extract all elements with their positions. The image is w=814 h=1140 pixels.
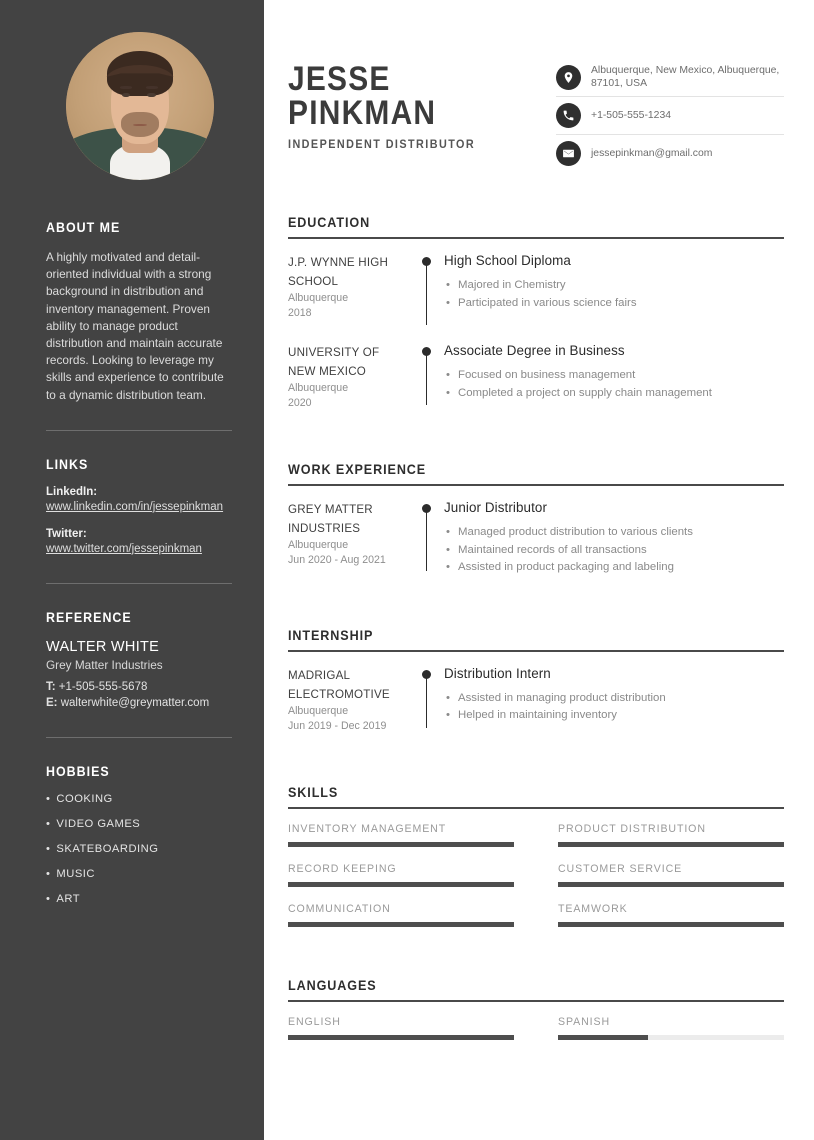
- entry-detail: [444, 666, 784, 734]
- timeline-line: [426, 263, 427, 325]
- about-heading: ABOUT ME: [46, 220, 121, 235]
- contact-address-text: Albuquerque, New Mexico, Albuquerque, 87101, USA: [591, 65, 780, 89]
- entry-dates: Jun 2020 - Aug 2021: [288, 554, 386, 566]
- link-item-twitter: [46, 528, 232, 557]
- entry-dates: 2018: [288, 307, 312, 319]
- education-section: [288, 214, 784, 433]
- entry-bullet: • Assisted in product packaging and labeling: [444, 559, 784, 577]
- link-item-linkedin: [46, 486, 232, 515]
- phone-icon: [556, 103, 581, 128]
- sidebar-divider: [46, 737, 232, 738]
- language-item-fill: [558, 1035, 648, 1040]
- section-rule: [288, 1000, 784, 1002]
- hobby-item: [46, 818, 232, 830]
- contact-phone-text: +1-505-555-1234: [591, 110, 672, 121]
- bullet-dot-icon: •: [46, 792, 51, 805]
- hobby-label: VIDEO GAMES: [56, 817, 141, 830]
- internship-entries: [288, 666, 784, 756]
- hobby-label: SKATEBOARDING: [56, 842, 159, 855]
- entry-meta: [288, 666, 418, 734]
- contact-email: [556, 134, 784, 172]
- hobby-item: [46, 793, 232, 805]
- skill-item: [558, 903, 784, 927]
- hobby-label: MUSIC: [56, 867, 95, 880]
- main-content: [264, 0, 814, 1140]
- about-text: A highly motivated and detail-oriented individual with a strong background in distribution and inventory management. Proven ability to manage product distribution and maintain accurate records. Looking to leverage my skills and experience to contribute to a dynamic distribution team.: [46, 250, 224, 402]
- timeline-line: [426, 676, 427, 728]
- languages-section: [288, 977, 784, 1056]
- internship-section: [288, 627, 784, 756]
- section-rule: [288, 237, 784, 239]
- hobby-label: ART: [56, 892, 81, 905]
- linkedin-url[interactable]: www.linkedin.com/in/jessepinkman: [46, 500, 224, 513]
- skills-section: [288, 784, 784, 943]
- bullet-dot-icon: •: [46, 867, 51, 880]
- location-pin-icon: [556, 65, 581, 90]
- hobbies-section: [46, 764, 232, 905]
- entry-organization: J.P. WYNNE HIGH SCHOOL: [288, 256, 389, 288]
- education-heading: EDUCATION: [288, 214, 371, 230]
- section-rule: [288, 484, 784, 486]
- skill-item: [558, 823, 784, 847]
- bullet-dot-icon: •: [46, 892, 51, 905]
- sidebar: [0, 0, 264, 1140]
- skill-item-fill: [288, 882, 514, 887]
- timeline-entry: [288, 343, 784, 433]
- skill-item-track: [288, 842, 514, 847]
- section-rule: [288, 650, 784, 652]
- skill-item-label: TEAMWORK: [558, 902, 628, 915]
- timeline-marker: [418, 253, 444, 321]
- skill-item-track: [288, 922, 514, 927]
- skill-item-label: INVENTORY MANAGEMENT: [288, 822, 447, 835]
- language-item-label: ENGLISH: [288, 1015, 341, 1028]
- reference-name: WALTER WHITE: [46, 638, 160, 655]
- entry-location: Albuquerque: [288, 382, 349, 394]
- entry-role: Distribution Intern: [444, 665, 551, 681]
- skill-item-track: [288, 882, 514, 887]
- entry-organization: GREY MATTER INDUSTRIES: [288, 503, 373, 535]
- contact-address: [556, 58, 784, 96]
- skill-item-fill: [558, 922, 784, 927]
- entry-location: Albuquerque: [288, 292, 349, 304]
- entry-role: Associate Degree in Business: [444, 343, 625, 358]
- skill-item-fill: [288, 842, 514, 847]
- contact-email-text: jessepinkman@gmail.com: [591, 148, 713, 159]
- first-name: JESSE: [288, 60, 391, 98]
- entry-meta: [288, 343, 418, 411]
- work-experience-entries: [288, 500, 784, 599]
- reference-email-prefix: E:: [46, 696, 58, 709]
- language-item-track: [558, 1035, 784, 1040]
- contact-phone: [556, 96, 784, 134]
- envelope-icon: [556, 141, 581, 166]
- last-name: PINKMAN: [288, 94, 437, 132]
- entry-bullet: • Helped in maintaining inventory: [444, 707, 784, 725]
- entry-dates: Jun 2019 - Dec 2019: [288, 719, 387, 732]
- education-entries: [288, 253, 784, 433]
- job-title: INDEPENDENT DISTRIBUTOR: [288, 137, 476, 151]
- skill-item-label: CUSTOMER SERVICE: [558, 862, 683, 875]
- entry-organization: UNIVERSITY OF NEW MEXICO: [288, 346, 380, 378]
- reference-heading: REFERENCE: [46, 609, 132, 625]
- language-item-label: SPANISH: [558, 1015, 611, 1028]
- hobbies-heading: HOBBIES: [46, 763, 110, 779]
- entry-bullet: • Managed product distribution to various clients: [444, 524, 784, 542]
- contact-list: [556, 48, 784, 172]
- language-item: [558, 1016, 784, 1040]
- entry-role: Junior Distributor: [444, 500, 548, 515]
- entry-location: Albuquerque: [288, 704, 349, 717]
- entry-bullet: • Participated in various science fairs: [444, 295, 784, 313]
- hobby-item: [46, 893, 232, 905]
- skill-item-track: [558, 842, 784, 847]
- linkedin-label: LinkedIn:: [46, 485, 98, 498]
- entry-location: Albuquerque: [288, 539, 349, 551]
- entry-organization: MADRIGAL ELECTROMOTIVE: [288, 668, 390, 701]
- entry-bullet: • Assisted in managing product distribution: [444, 690, 784, 708]
- links-heading: LINKS: [46, 456, 89, 472]
- profile-photo: [66, 32, 214, 180]
- skill-item-fill: [558, 882, 784, 887]
- sidebar-divider: [46, 430, 232, 431]
- entry-detail: [444, 500, 784, 577]
- skill-item: [288, 863, 514, 887]
- skills-heading: SKILLS: [288, 783, 339, 800]
- entry-bullet: • Majored in Chemistry: [444, 277, 784, 295]
- name-block: [288, 48, 496, 151]
- reference-email[interactable]: walterwhite@greymatter.com: [60, 696, 210, 709]
- skill-item: [288, 903, 514, 927]
- reference-phone: +1-505-555-5678: [58, 680, 148, 693]
- bullet-dot-icon: •: [46, 817, 51, 830]
- language-item: [288, 1016, 514, 1040]
- language-item-fill: [288, 1035, 514, 1040]
- skill-item: [558, 863, 784, 887]
- twitter-label: Twitter:: [46, 527, 87, 540]
- entry-meta: [288, 253, 418, 321]
- hobby-item: [46, 868, 232, 880]
- work-experience-heading: WORK EXPERIENCE: [288, 461, 427, 477]
- hobby-label: COOKING: [56, 792, 113, 805]
- timeline-marker: [418, 343, 444, 411]
- reference-email-row: [46, 695, 232, 711]
- hobby-item: [46, 843, 232, 855]
- reference-phone-row: [46, 679, 232, 695]
- timeline-entry: [288, 500, 784, 599]
- entry-detail: [444, 253, 784, 321]
- links-section: [46, 457, 232, 557]
- twitter-url[interactable]: www.twitter.com/jessepinkman: [46, 542, 202, 555]
- entry-dates: 2020: [288, 397, 312, 409]
- timeline-line: [426, 353, 427, 405]
- skills-list: [288, 823, 784, 943]
- skill-item-label: RECORD KEEPING: [288, 862, 397, 875]
- avatar: [66, 32, 214, 180]
- reference-phone-prefix: T:: [46, 680, 56, 693]
- work-experience-section: [288, 461, 784, 599]
- entry-bullet: • Maintained records of all transactions: [444, 542, 784, 560]
- reference-section: [46, 610, 232, 711]
- skill-item: [288, 823, 514, 847]
- timeline-entry: [288, 666, 784, 756]
- timeline-line: [426, 510, 427, 571]
- skill-item-track: [558, 922, 784, 927]
- timeline-entry: [288, 253, 784, 343]
- timeline-marker: [418, 666, 444, 734]
- timeline-marker: [418, 500, 444, 577]
- skill-item-fill: [288, 922, 514, 927]
- entry-bullet: • Focused on business management: [444, 367, 784, 385]
- bullet-dot-icon: •: [46, 842, 51, 855]
- entry-detail: [444, 343, 784, 411]
- skill-item-fill: [558, 842, 784, 847]
- resume-header: [288, 48, 784, 172]
- hobbies-list: [46, 793, 232, 905]
- reference-company: Grey Matter Industries: [46, 657, 163, 672]
- language-item-track: [288, 1035, 514, 1040]
- about-section: [46, 220, 232, 404]
- skill-item-label: PRODUCT DISTRIBUTION: [558, 822, 706, 835]
- entry-meta: [288, 500, 418, 577]
- skill-item-label: COMMUNICATION: [288, 902, 391, 915]
- entry-role: High School Diploma: [444, 253, 571, 268]
- languages-list: [288, 1016, 784, 1056]
- sidebar-divider: [46, 583, 232, 584]
- internship-heading: INTERNSHIP: [288, 626, 374, 643]
- languages-heading: LANGUAGES: [288, 976, 377, 993]
- skill-item-track: [558, 882, 784, 887]
- section-rule: [288, 807, 784, 809]
- entry-bullet: • Completed a project on supply chain management: [444, 385, 784, 403]
